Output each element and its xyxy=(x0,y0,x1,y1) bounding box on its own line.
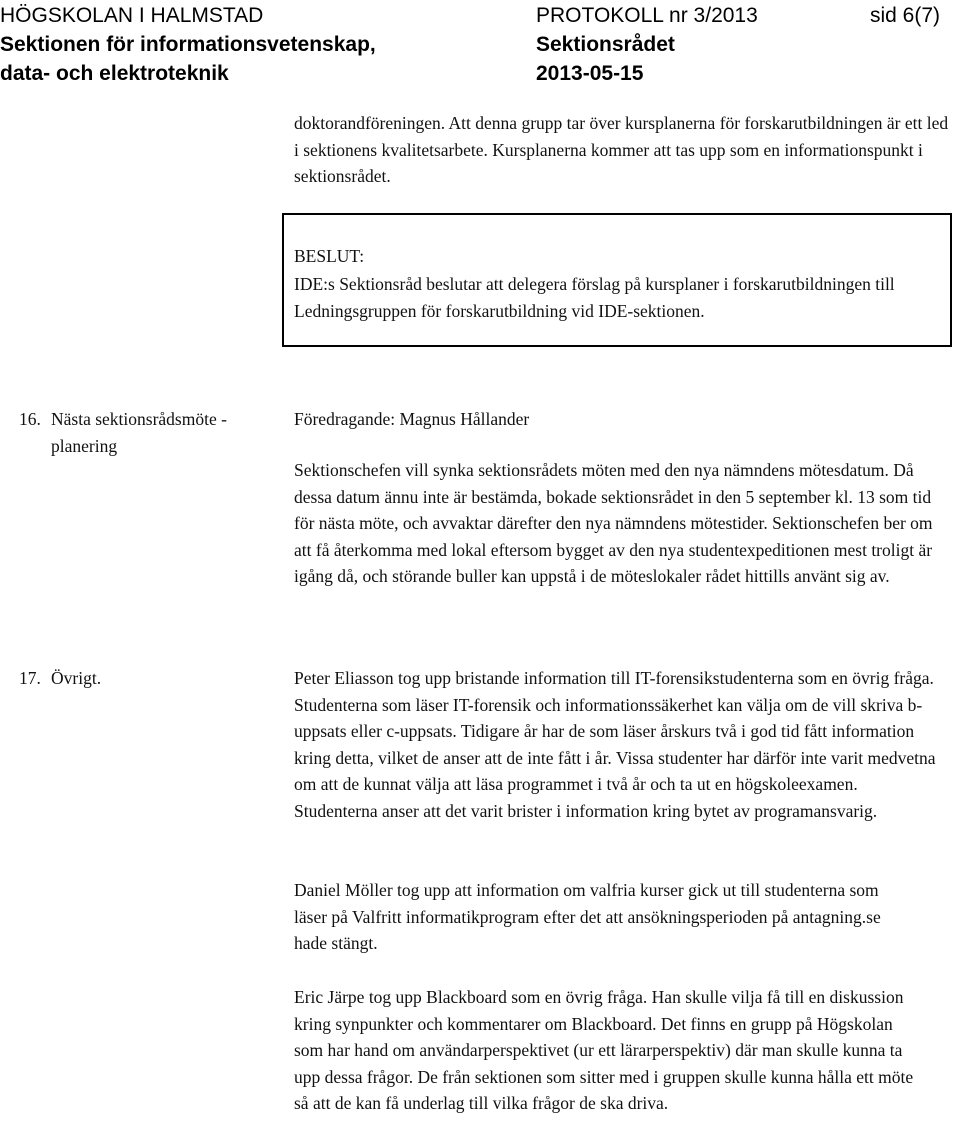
item-number: 17. xyxy=(19,668,41,688)
header-institution: HÖGSKOLAN I HALMSTAD xyxy=(0,4,264,27)
decision-text: IDE:s Sektionsråd beslutar att delegera förslag på kursplaner i forskarutbildningen till Ledningsgruppen för forskarutbildning vid IDE-sektionen. xyxy=(294,274,895,321)
header-department-line1: Sektionen för informationsvetenskap, xyxy=(0,33,376,56)
header-body: Sektionsrådet xyxy=(536,33,675,56)
item-presenter: Föredragande: Magnus Hållander xyxy=(294,409,530,429)
header-protocol-number: PROTOKOLL nr 3/2013 xyxy=(536,4,758,27)
header-department-line2: data- och elektroteknik xyxy=(0,62,229,85)
item-paragraph: Eric Järpe tog upp Blackboard som en övrig fråga. Han skulle vilja få till en diskussion kring synpunkter och kommentarer om Blackboard. Det finns en grupp på Högskolan som har hand om användarperspektivet (ur ett lärarperspektiv) där man skulle kunna ta upp dessa frågor. De från sektionen som sitter med i gruppen skulle kunna hålla ett möte så att de kan få underlag till vilka frågor de ska driva. xyxy=(294,987,914,1113)
item-paragraph: Sektionschefen vill synka sektionsrådets möten med den nya nämndens mötesdatum. Då dessa datum ännu inte är bestämda, bokade sektionsrådet in den 5 september kl. 13 som tid för nästa möte, och avvaktar därefter den nya nämndens mötestider. Sektionschefen ber om att få återkomma med lokal eftersom bygget av den nya studentexpeditionen mest troligt är igång då, och störande buller kan uppstå i de möteslokaler rådet hittills använt sig av. xyxy=(294,460,933,586)
item-paragraph: Daniel Möller tog upp att information om valfria kurser gick ut till studenterna som läser på Valfritt informatikprogram efter det att ansökningsperioden på antagning.se hade stängt. xyxy=(294,880,881,953)
item-paragraph: Peter Eliasson tog upp bristande information till IT-forensikstudenterna som en övrig fråga. Studenterna som läser IT-forensik och informationssäkerhet kan välja om de vill skriva b-uppsats eller c-uppsats. Tidigare år har de som läser årskurs två i god tid fått information kring detta, vilket de anser att de inte fått i år. Vissa studenter har därför inte varit medvetna om att de kunnat välja att läsa programmet i två år och ta ut en högskoleexamen. Studenterna anser att det varit brister i information kring bytet av programansvarig. xyxy=(294,668,936,821)
intro-paragraph: doktorandföreningen. Att denna grupp tar över kursplanerna för forskarutbildningen är ett led i sektionens kvalitetsarbete. Kursplanerna kommer att tas upp som en informationspunkt i sektionsrådet. xyxy=(294,113,949,186)
header-date: 2013-05-15 xyxy=(536,62,644,85)
item-title: Övrigt. xyxy=(51,668,102,688)
decision-label: BESLUT: xyxy=(294,246,365,266)
item-title: Nästa sektionsrådsmöte - planering xyxy=(51,409,227,456)
item-number: 16. xyxy=(19,409,41,429)
header-page-number: sid 6(7) xyxy=(869,4,940,27)
